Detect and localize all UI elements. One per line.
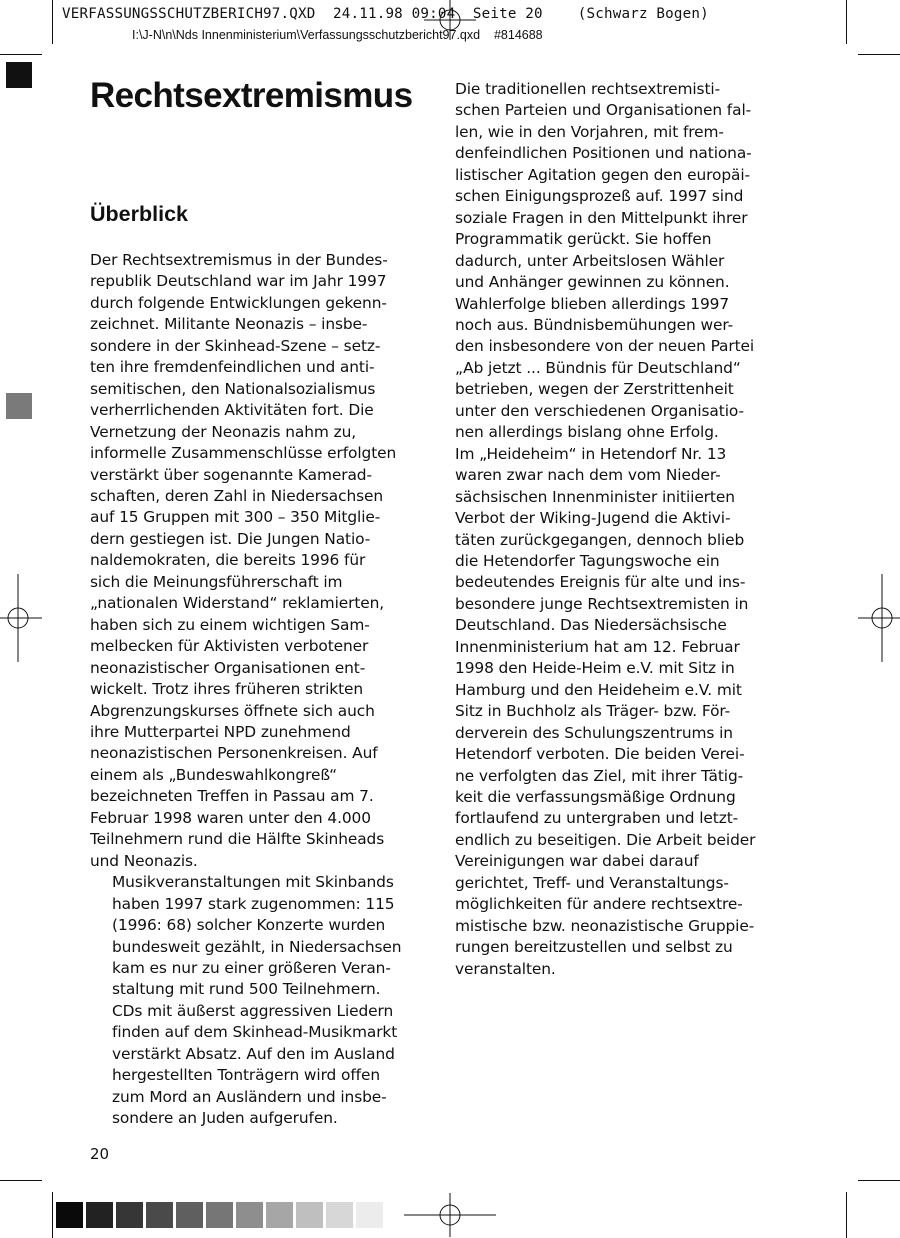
text-line: melbecken für Aktivisten verbotener bbox=[90, 637, 369, 656]
text-line: schen Einigungsprozeß auf. 1997 sind bbox=[455, 187, 744, 206]
text-line: staltung mit rund 500 Teilnehmern. bbox=[112, 980, 381, 999]
file-path: I:\J-N\n\Nds Innenministerium\Verfassungsschutzbericht97.qxd #814688 bbox=[132, 28, 543, 42]
text-line: die Hetendorfer Tagungswoche ein bbox=[455, 551, 720, 570]
text-line: noch aus. Bündnisbemühungen wer- bbox=[455, 315, 734, 334]
text-line: zeichnet. Militante Neonazis – insbe- bbox=[90, 315, 368, 334]
text-line: waren zwar nach dem vom Nieder- bbox=[455, 466, 721, 485]
page-number: 20 bbox=[90, 1145, 110, 1163]
file-slug: VERFASSUNGSSCHUTZBERICH97.QXD 24.11.98 09:04 Seite 20 (Schwarz Bogen) bbox=[62, 6, 709, 22]
text-line: soziale Fragen in den Mittelpunkt ihrer bbox=[455, 208, 748, 227]
section-marker-gray bbox=[6, 393, 32, 419]
text-line: möglichkeiten für andere rechtsextre- bbox=[455, 895, 743, 914]
text-line: naldemokraten, die bereits 1996 für bbox=[90, 551, 366, 570]
text-line: semitischen, den Nationalsozialismus bbox=[90, 379, 376, 398]
gray-swatch bbox=[296, 1202, 323, 1228]
text-line: und Anhänger gewinnen zu können. bbox=[455, 273, 730, 292]
text-line: bundesweit gezählt, in Niedersachsen bbox=[112, 937, 402, 956]
crop-mark-bottom-left-h bbox=[0, 1180, 42, 1181]
text-line: verstärkt Absatz. Auf den im Ausland bbox=[112, 1044, 395, 1063]
section-marker-black bbox=[6, 62, 32, 88]
text-line: Deutschland. Das Niedersächsische bbox=[455, 616, 727, 635]
text-line: ten ihre fremdenfeindlichen und anti- bbox=[90, 358, 375, 377]
text-line: Februar 1998 waren unter den 4.000 bbox=[90, 808, 371, 827]
text-line: kam es nur zu einer größeren Veran- bbox=[112, 958, 391, 977]
text-line: Innenministerium hat am 12. Februar bbox=[455, 637, 740, 656]
text-line: neonazistischen Personenkreisen. Auf bbox=[90, 744, 378, 763]
text-line: informelle Zusammenschlüsse erfolgten bbox=[90, 444, 397, 463]
text-line: endlich zu beseitigen. Die Arbeit beider bbox=[455, 830, 756, 849]
gray-swatch bbox=[236, 1202, 263, 1228]
text-line: schen Parteien und Organisationen fal- bbox=[455, 101, 752, 120]
text-line: ihre Mutterpartei NPD zunehmend bbox=[90, 722, 351, 741]
crop-mark-bottom-right bbox=[846, 1192, 847, 1238]
text-line: dern gestiegen ist. Die Jungen Natio- bbox=[90, 529, 371, 548]
text-line: wickelt. Trotz ihres früheren strikten bbox=[90, 680, 364, 699]
registration-mark-top-icon bbox=[450, 20, 451, 21]
text-line: und Neonazis. bbox=[90, 851, 198, 870]
text-line: Verbot der Wiking-Jugend die Aktivi- bbox=[455, 509, 731, 528]
gray-swatch bbox=[146, 1202, 173, 1228]
gray-swatch bbox=[356, 1202, 383, 1228]
text-column-left bbox=[90, 250, 402, 1130]
text-line: denfeindlichen Positionen und nationa- bbox=[455, 144, 752, 163]
paragraph bbox=[433, 444, 756, 980]
text-line: sondere in der Skinhead-Szene – setz- bbox=[90, 336, 381, 355]
page-title: Rechtsextremismus bbox=[90, 76, 413, 115]
text-line: sächsischen Innenminister initiierten bbox=[455, 487, 735, 506]
text-line: veranstalten. bbox=[455, 959, 556, 978]
text-line: Die traditionellen rechtsextremisti- bbox=[455, 80, 721, 98]
text-line: ne verfolgten das Ziel, mit ihrer Tätig- bbox=[455, 766, 744, 785]
crop-mark-bottom-right-h bbox=[858, 1180, 900, 1181]
gray-swatch bbox=[326, 1202, 353, 1228]
text-line: CDs mit äußerst aggressiven Liedern bbox=[112, 1001, 394, 1020]
text-line: schaften, deren Zahl in Niedersachsen bbox=[90, 486, 384, 505]
registration-mark-left-icon bbox=[18, 618, 19, 619]
paragraph bbox=[433, 79, 755, 444]
text-line: verstärkt über sogenannte Kamerad- bbox=[90, 465, 372, 484]
registration-mark-bottom-icon bbox=[450, 1215, 451, 1216]
text-line: täten zurückgegangen, dennoch blieb bbox=[455, 530, 745, 549]
text-line: dadurch, unter Arbeitslosen Wähler bbox=[455, 251, 725, 270]
gray-swatch bbox=[266, 1202, 293, 1228]
text-line: Vereinigungen war dabei darauf bbox=[455, 852, 699, 871]
text-line: haben sich zu einem wichtigen Sam- bbox=[90, 615, 370, 634]
text-line: Teilnehmern rund die Hälfte Skinheads bbox=[90, 830, 385, 849]
text-line: besondere junge Rechtsextremisten in bbox=[455, 594, 749, 613]
crop-mark-top-right bbox=[846, 0, 847, 44]
text-line: Musikveranstaltungen mit Skinbands bbox=[112, 873, 394, 892]
text-line: finden auf dem Skinhead-Musikmarkt bbox=[112, 1023, 398, 1042]
crop-mark-bottom-left bbox=[52, 1192, 53, 1238]
text-line: neonazistischer Organisationen ent- bbox=[90, 658, 366, 677]
text-line: zum Mord an Ausländern und insbe- bbox=[112, 1087, 387, 1106]
text-line: durch folgende Entwicklungen gekenn- bbox=[90, 293, 387, 312]
crop-mark-top-left-h bbox=[0, 54, 42, 55]
section-heading: Überblick bbox=[90, 202, 188, 226]
paragraph bbox=[90, 872, 402, 1129]
text-line: einem als „Bundeswahlkongreß“ bbox=[90, 765, 337, 784]
crop-mark-top-right-h bbox=[858, 54, 900, 55]
crop-mark-top-left bbox=[52, 0, 53, 44]
text-line: Vernetzung der Neonazis nahm zu, bbox=[90, 422, 357, 441]
text-line: Sitz in Buchholz als Träger- bzw. För- bbox=[455, 702, 731, 721]
gray-swatch bbox=[86, 1202, 113, 1228]
text-line: nen allerdings bislang ohne Erfolg. bbox=[455, 423, 719, 442]
text-line: (1996: 68) solcher Konzerte wurden bbox=[112, 916, 386, 935]
text-line: bedeutendes Ereignis für alte und ins- bbox=[455, 573, 746, 592]
gray-swatch bbox=[206, 1202, 233, 1228]
text-line: len, wie in den Vorjahren, mit frem- bbox=[455, 122, 724, 141]
text-line: gerichtet, Treff- und Veranstaltungs- bbox=[455, 873, 729, 892]
text-line: Abgrenzungskurses öffnete sich auch bbox=[90, 701, 375, 720]
text-line: „nationalen Widerstand“ reklamierten, bbox=[90, 594, 385, 613]
text-line: 1998 den Heide-Heim e.V. mit Sitz in bbox=[455, 659, 735, 678]
gray-swatch bbox=[116, 1202, 143, 1228]
text-line: verherrlichenden Aktivitäten fort. Die bbox=[90, 401, 374, 420]
text-line: haben 1997 stark zugenommen: 115 bbox=[112, 894, 395, 913]
text-line: derverein des Schulungszentrums in bbox=[455, 723, 733, 742]
text-line: keit die verfassungsmäßige Ordnung bbox=[455, 787, 736, 806]
text-line: auf 15 Gruppen mit 300 – 350 Mitglie- bbox=[90, 508, 381, 527]
text-line: den insbesondere von der neuen Partei bbox=[455, 337, 755, 356]
text-line: sich die Meinungsführerschaft im bbox=[90, 572, 343, 591]
text-line: fortlaufend zu untergraben und letzt- bbox=[455, 809, 739, 828]
text-line: Programmatik gerückt. Sie hoffen bbox=[455, 230, 712, 249]
text-line: mistische bzw. neonazistische Gruppie- bbox=[455, 916, 755, 935]
text-line: Wahlerfolge blieben allerdings 1997 bbox=[455, 294, 730, 313]
text-line: bezeichneten Treffen in Passau am 7. bbox=[90, 787, 374, 806]
text-line: republik Deutschland war im Jahr 1997 bbox=[90, 272, 387, 291]
text-line: betrieben, wegen der Zerstrittenheit bbox=[455, 380, 734, 399]
text-line: Der Rechtsextremismus in der Bundes- bbox=[90, 251, 388, 269]
registration-mark-right-icon bbox=[882, 618, 883, 619]
grayscale-control-strip bbox=[56, 1202, 383, 1228]
text-column-right bbox=[433, 79, 756, 980]
text-line: Hamburg und den Heideheim e.V. mit bbox=[455, 680, 742, 699]
text-line: sondere an Juden aufgerufen. bbox=[112, 1109, 338, 1128]
gray-swatch bbox=[56, 1202, 83, 1228]
text-line: hergestellten Tonträgern wird offen bbox=[112, 1066, 380, 1085]
paragraph bbox=[90, 250, 398, 872]
text-line: „Ab jetzt ... Bündnis für Deutschland“ bbox=[455, 358, 741, 377]
text-line: listischer Agitation gegen den europäi- bbox=[455, 165, 750, 184]
text-line: Hetendorf verboten. Die beiden Verei- bbox=[455, 745, 745, 764]
gray-swatch bbox=[176, 1202, 203, 1228]
text-line: unter den verschiedenen Organisatio- bbox=[455, 401, 744, 420]
text-line: Im „Heideheim“ in Hetendorf Nr. 13 bbox=[455, 444, 727, 463]
text-line: rungen bereitzustellen und selbst zu bbox=[455, 938, 733, 957]
